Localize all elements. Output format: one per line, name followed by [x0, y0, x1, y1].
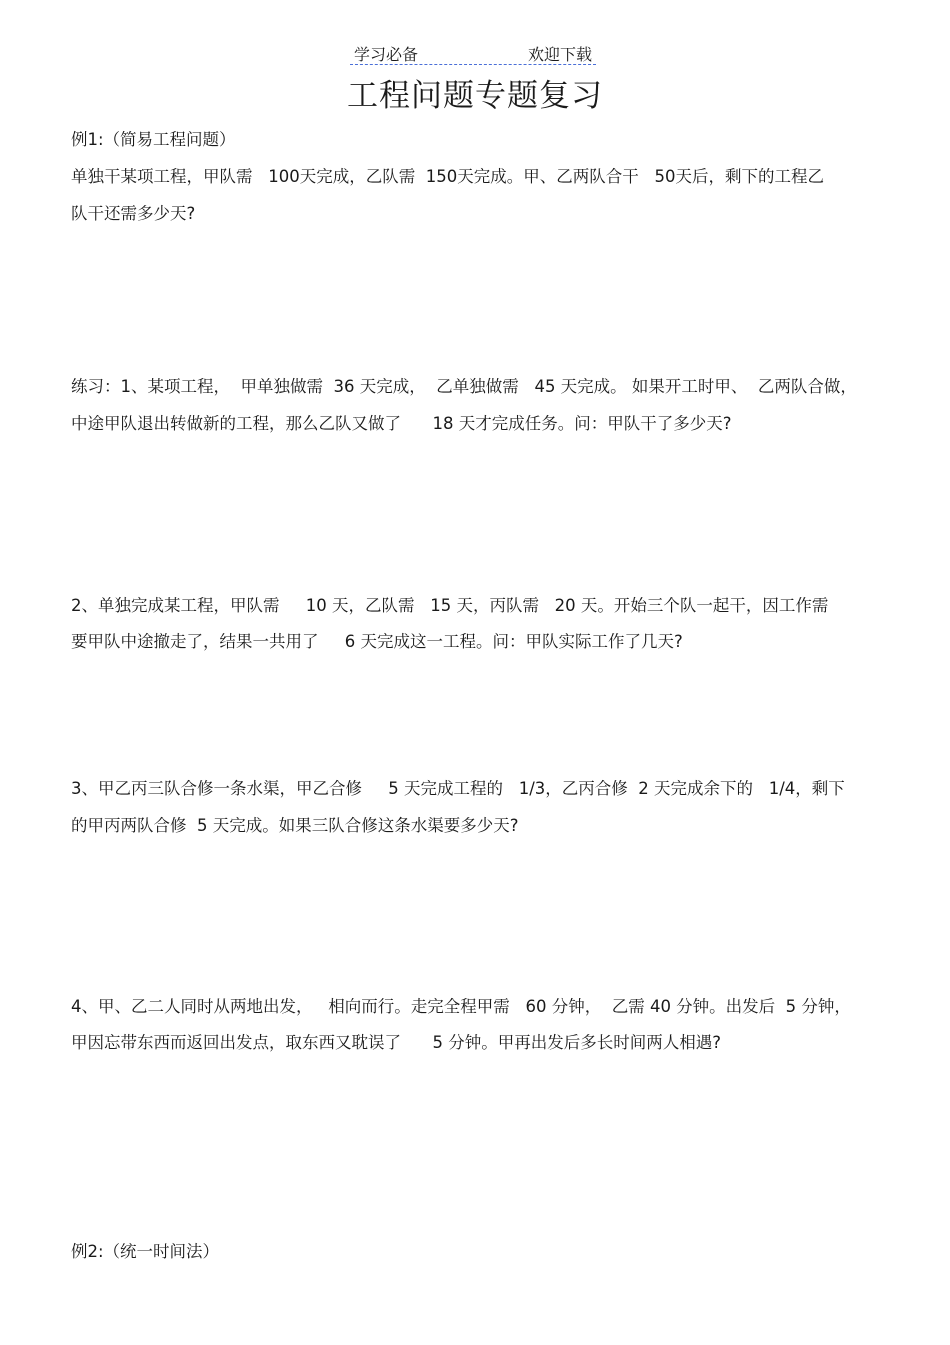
page-header — [350, 40, 596, 65]
example2-subtitle: :（统一时间法） — [98, 1242, 220, 1261]
example2-heading — [71, 1238, 219, 1262]
practice2-line-1: 2、单独完成某工程，甲队需 10 天，乙队需 15 天，丙队需 20 天。开始三个队一起干，因工作需 — [71, 596, 829, 615]
example1-subtitle: :（简易工程问题） — [98, 130, 236, 149]
example2-label: 例2 — [71, 1242, 98, 1261]
practice4-line-2: 甲因忘带东西而返回出发点，取东西又耽误了 5 分钟。甲再出发后多长时间两人相遇? — [71, 1033, 721, 1052]
example1-line-1: 单独干某项工程，甲队需 100天完成，乙队需 150天完成。甲、乙两队合干 50天后，剩下的工程乙 — [71, 167, 824, 186]
practice2-line-2: 要甲队中途撤走了，结果一共用了 6 天完成这一工程。问：甲队实际工作了几天? — [71, 632, 683, 651]
document-title: 工程问题专题复习 — [347, 78, 603, 114]
example1-line-2: 队干还需多少天? — [71, 204, 196, 223]
example1-heading — [71, 126, 236, 150]
example1-label: 例1 — [71, 130, 98, 149]
header-left-text: 学习必备 — [354, 45, 419, 64]
practice3-line-2: 的甲丙两队合修 5 天完成。如果三队合修这条水渠要多少天? — [71, 816, 519, 835]
header-right-text: 欢迎下载 — [527, 45, 592, 64]
practice3-line-1: 3、甲乙丙三队合修一条水渠，甲乙合修 5 天完成工程的 1/3，乙丙合修 2 天完成余下的 1/4，剩下 — [71, 779, 845, 798]
practice1-line-1: 练习：1、某项工程， 甲单独做需 36 天完成， 乙单独做需 45 天完成。 如果开工时甲、 乙两队合做， — [71, 377, 857, 396]
practice1-line-2: 中途甲队退出转做新的工程，那么乙队又做了 18 天才完成任务。问：甲队干了多少天? — [71, 414, 732, 433]
practice4-line-1: 4、甲、乙二人同时从两地出发， 相向而行。走完全程甲需 60 分钟， 乙需 40 分钟。出发后 5 分钟， — [71, 997, 851, 1016]
